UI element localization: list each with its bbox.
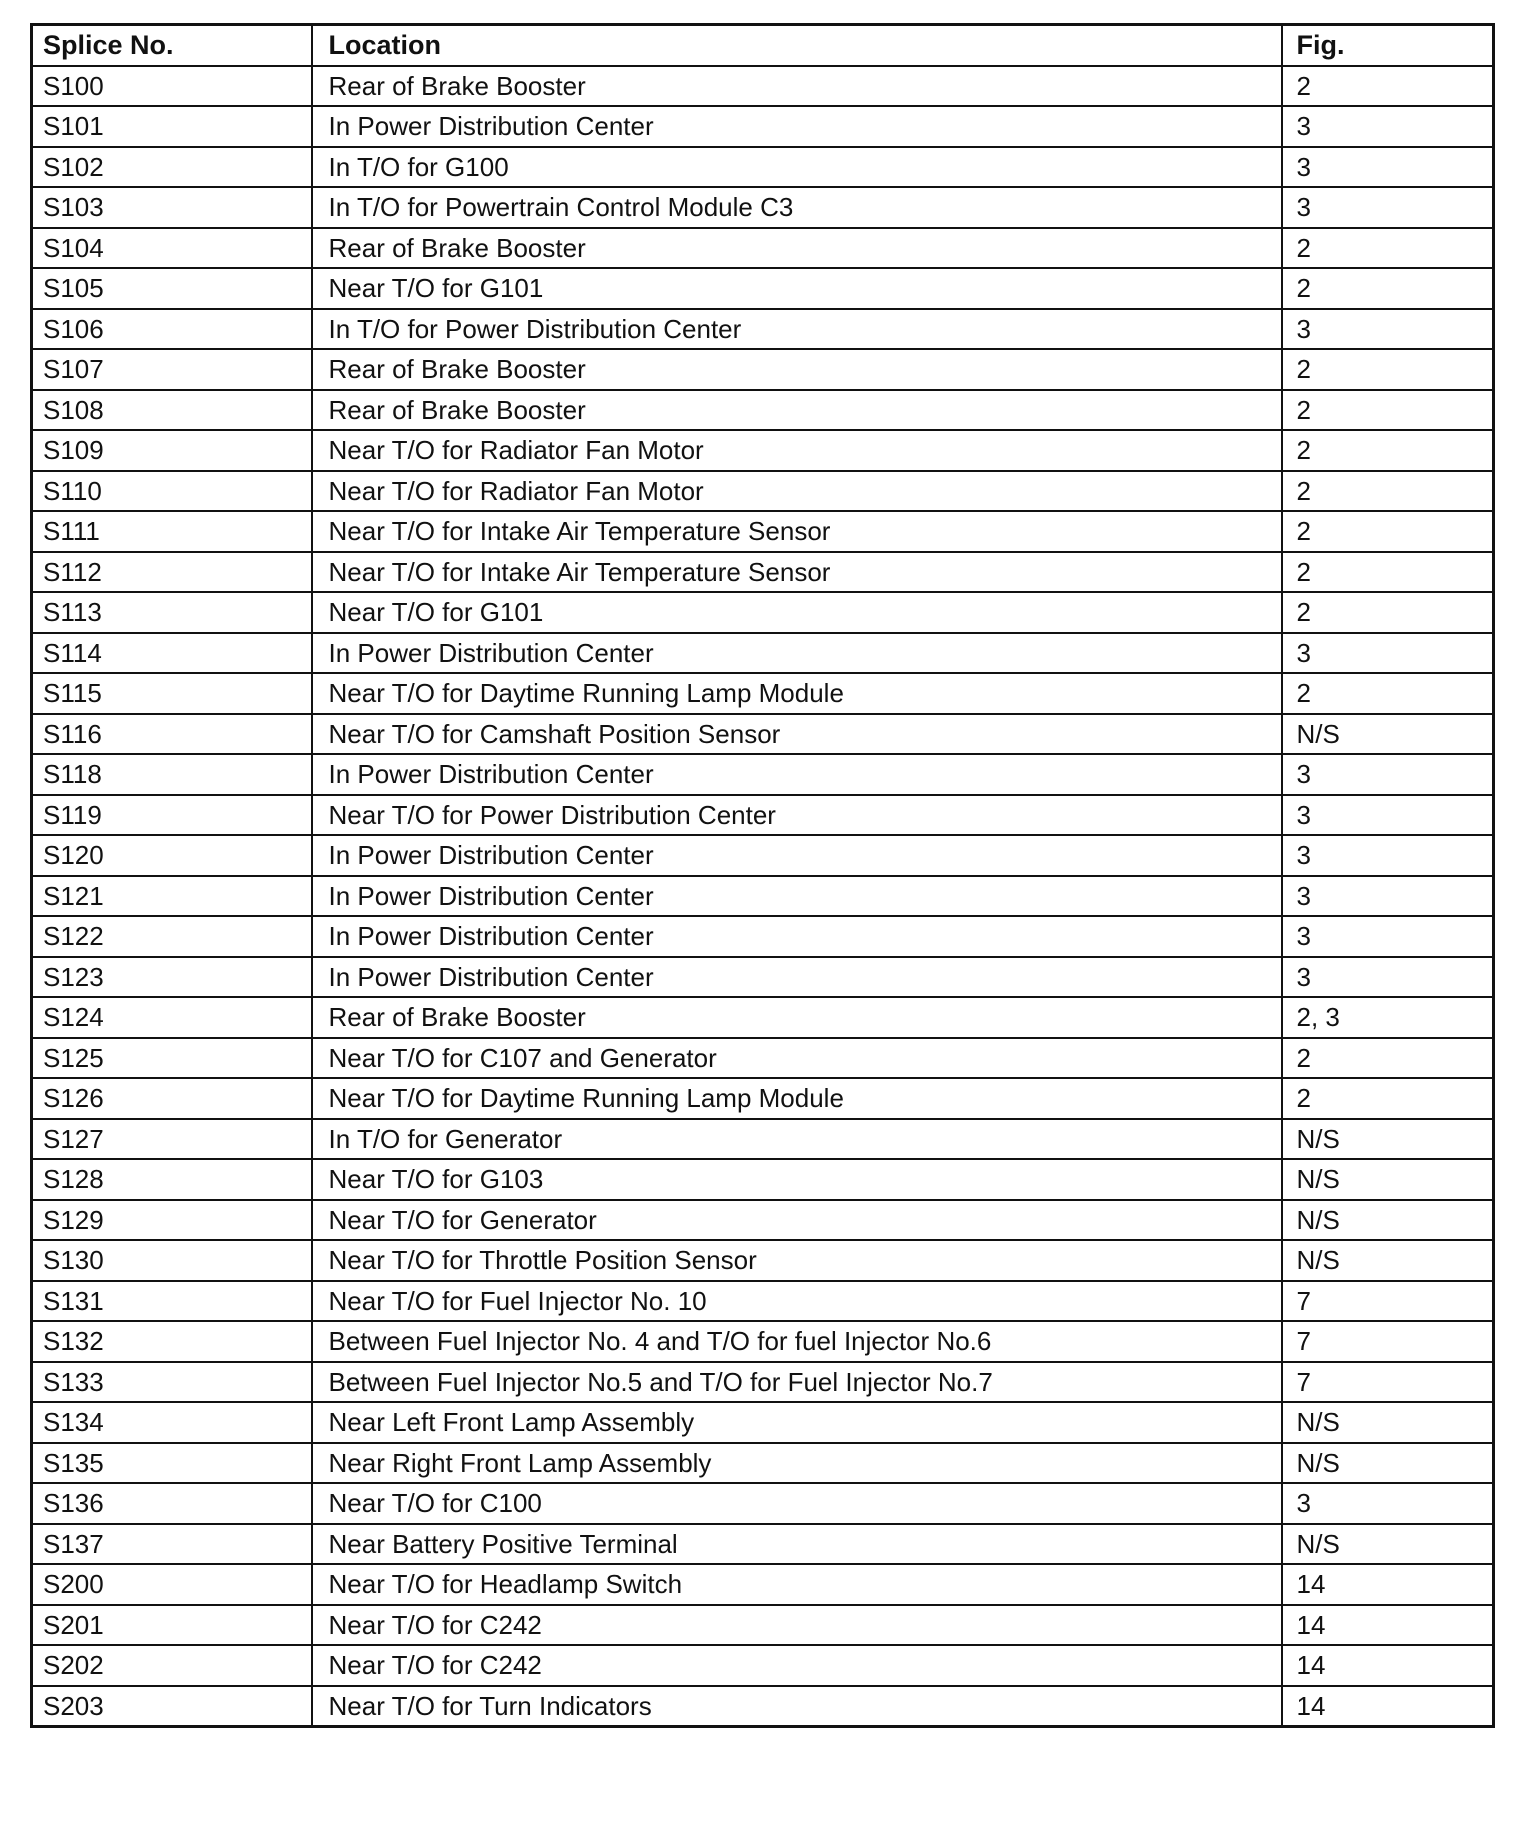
fig-cell: 3 [1282, 957, 1494, 998]
header-row [32, 25, 1494, 66]
fig-cell: 3 [1282, 147, 1494, 188]
table-row [32, 309, 1494, 350]
table-row [32, 997, 1494, 1038]
table-row [32, 349, 1494, 390]
table-row [32, 1443, 1494, 1484]
fig-cell: 7 [1282, 1281, 1494, 1322]
location-cell: Near T/O for Camshaft Position Sensor [312, 714, 1282, 755]
fig-cell: 2 [1282, 228, 1494, 269]
location-cell: Near T/O for C107 and Generator [312, 1038, 1282, 1079]
table-row [32, 471, 1494, 512]
location-cell: Near T/O for Power Distribution Center [312, 795, 1282, 836]
table-row [32, 1078, 1494, 1119]
location-cell: Near T/O for Headlamp Switch [312, 1564, 1282, 1605]
fig-cell: 3 [1282, 795, 1494, 836]
location-cell: Near T/O for G101 [312, 268, 1282, 309]
splice-no-cell: S110 [32, 471, 312, 512]
fig-cell: N/S [1282, 714, 1494, 755]
location-cell: Rear of Brake Booster [312, 349, 1282, 390]
table-row [32, 795, 1494, 836]
table-row [32, 1645, 1494, 1686]
location-cell: Rear of Brake Booster [312, 390, 1282, 431]
location-cell: Near Right Front Lamp Assembly [312, 1443, 1282, 1484]
location-cell: In Power Distribution Center [312, 106, 1282, 147]
table-row [32, 187, 1494, 228]
table-row [32, 511, 1494, 552]
fig-cell: N/S [1282, 1119, 1494, 1160]
fig-cell: 3 [1282, 1483, 1494, 1524]
splice-no-cell: S101 [32, 106, 312, 147]
splice-no-cell: S115 [32, 673, 312, 714]
splice-no-cell: S135 [32, 1443, 312, 1484]
location-cell: Near T/O for Throttle Position Sensor [312, 1240, 1282, 1281]
fig-cell: 7 [1282, 1321, 1494, 1362]
splice-no-cell: S119 [32, 795, 312, 836]
fig-cell: 3 [1282, 633, 1494, 674]
header-splice-no: Splice No. [32, 25, 312, 66]
splice-no-cell: S118 [32, 754, 312, 795]
splice-no-cell: S136 [32, 1483, 312, 1524]
splice-no-cell: S132 [32, 1321, 312, 1362]
splice-no-cell: S126 [32, 1078, 312, 1119]
location-cell: Near T/O for C242 [312, 1645, 1282, 1686]
table-row [32, 228, 1494, 269]
location-cell: In Power Distribution Center [312, 754, 1282, 795]
splice-no-cell: S103 [32, 187, 312, 228]
location-cell: In T/O for Generator [312, 1119, 1282, 1160]
splice-no-cell: S112 [32, 552, 312, 593]
splice-no-cell: S203 [32, 1686, 312, 1727]
fig-cell: N/S [1282, 1443, 1494, 1484]
fig-cell: N/S [1282, 1524, 1494, 1565]
location-cell: Near T/O for G101 [312, 592, 1282, 633]
splice-no-cell: S200 [32, 1564, 312, 1605]
fig-cell: 14 [1282, 1686, 1494, 1727]
fig-cell: 2 [1282, 552, 1494, 593]
table-row [32, 714, 1494, 755]
table-row [32, 1038, 1494, 1079]
fig-cell: 2 [1282, 592, 1494, 633]
fig-cell: N/S [1282, 1240, 1494, 1281]
location-cell: In T/O for Powertrain Control Module C3 [312, 187, 1282, 228]
location-cell: In Power Distribution Center [312, 916, 1282, 957]
location-cell: Near T/O for Intake Air Temperature Sensor [312, 552, 1282, 593]
splice-no-cell: S128 [32, 1159, 312, 1200]
location-cell: Between Fuel Injector No.5 and T/O for Fuel Injector No.7 [312, 1362, 1282, 1403]
splice-no-cell: S116 [32, 714, 312, 755]
location-cell: In T/O for G100 [312, 147, 1282, 188]
location-cell: In Power Distribution Center [312, 876, 1282, 917]
splice-no-cell: S105 [32, 268, 312, 309]
location-cell: Rear of Brake Booster [312, 997, 1282, 1038]
location-cell: Near T/O for Daytime Running Lamp Module [312, 673, 1282, 714]
splice-no-cell: S107 [32, 349, 312, 390]
fig-cell: 2 [1282, 471, 1494, 512]
splice-no-cell: S133 [32, 1362, 312, 1403]
table-row [32, 1281, 1494, 1322]
table-row [32, 1605, 1494, 1646]
table-row [32, 916, 1494, 957]
table-row [32, 592, 1494, 633]
table-row [32, 1200, 1494, 1241]
splice-no-cell: S111 [32, 511, 312, 552]
table-row [32, 268, 1494, 309]
location-cell: Near T/O for Daytime Running Lamp Module [312, 1078, 1282, 1119]
location-cell: Rear of Brake Booster [312, 66, 1282, 107]
splice-no-cell: S121 [32, 876, 312, 917]
table-row [32, 673, 1494, 714]
location-cell: Near T/O for Radiator Fan Motor [312, 430, 1282, 471]
splice-no-cell: S201 [32, 1605, 312, 1646]
splice-no-cell: S124 [32, 997, 312, 1038]
location-cell: Near T/O for Fuel Injector No. 10 [312, 1281, 1282, 1322]
fig-cell: 14 [1282, 1564, 1494, 1605]
splice-no-cell: S114 [32, 633, 312, 674]
table-row [32, 1119, 1494, 1160]
fig-cell: 2, 3 [1282, 997, 1494, 1038]
location-cell: Near T/O for Radiator Fan Motor [312, 471, 1282, 512]
fig-cell: 2 [1282, 66, 1494, 107]
splice-no-cell: S102 [32, 147, 312, 188]
splice-no-cell: S130 [32, 1240, 312, 1281]
splice-no-cell: S134 [32, 1402, 312, 1443]
table-row [32, 1321, 1494, 1362]
fig-cell: 3 [1282, 106, 1494, 147]
fig-cell: N/S [1282, 1402, 1494, 1443]
splice-no-cell: S108 [32, 390, 312, 431]
table-row [32, 1402, 1494, 1443]
fig-cell: 14 [1282, 1605, 1494, 1646]
splice-no-cell: S106 [32, 309, 312, 350]
table-row [32, 430, 1494, 471]
table-row [32, 1159, 1494, 1200]
splice-no-cell: S113 [32, 592, 312, 633]
splice-no-cell: S122 [32, 916, 312, 957]
location-cell: Near T/O for C100 [312, 1483, 1282, 1524]
fig-cell: 3 [1282, 754, 1494, 795]
location-cell: Near Left Front Lamp Assembly [312, 1402, 1282, 1443]
table-row [32, 106, 1494, 147]
location-cell: In Power Distribution Center [312, 957, 1282, 998]
fig-cell: N/S [1282, 1200, 1494, 1241]
table-row [32, 1483, 1494, 1524]
location-cell: Rear of Brake Booster [312, 228, 1282, 269]
splice-no-cell: S131 [32, 1281, 312, 1322]
splice-no-cell: S202 [32, 1645, 312, 1686]
fig-cell: 3 [1282, 876, 1494, 917]
fig-cell: 2 [1282, 673, 1494, 714]
fig-cell: 2 [1282, 390, 1494, 431]
location-cell: Near T/O for Generator [312, 1200, 1282, 1241]
table-row [32, 147, 1494, 188]
table-row [32, 66, 1494, 107]
splice-no-cell: S100 [32, 66, 312, 107]
splice-no-cell: S125 [32, 1038, 312, 1079]
table-row [32, 1686, 1494, 1727]
table-row [32, 390, 1494, 431]
splice-location-table [30, 23, 1495, 1728]
table-row [32, 1524, 1494, 1565]
fig-cell: 2 [1282, 1078, 1494, 1119]
location-cell: Near Battery Positive Terminal [312, 1524, 1282, 1565]
location-cell: Near T/O for Turn Indicators [312, 1686, 1282, 1727]
location-cell: Between Fuel Injector No. 4 and T/O for fuel Injector No.6 [312, 1321, 1282, 1362]
splice-no-cell: S127 [32, 1119, 312, 1160]
fig-cell: 3 [1282, 309, 1494, 350]
location-cell: Near T/O for C242 [312, 1605, 1282, 1646]
fig-cell: 14 [1282, 1645, 1494, 1686]
splice-no-cell: S123 [32, 957, 312, 998]
table-row [32, 754, 1494, 795]
table-row [32, 957, 1494, 998]
table-row [32, 552, 1494, 593]
fig-cell: N/S [1282, 1159, 1494, 1200]
table-row [32, 633, 1494, 674]
table-row [32, 1362, 1494, 1403]
location-cell: In Power Distribution Center [312, 835, 1282, 876]
location-cell: In T/O for Power Distribution Center [312, 309, 1282, 350]
header-location: Location [312, 25, 1282, 66]
location-cell: In Power Distribution Center [312, 633, 1282, 674]
splice-no-cell: S104 [32, 228, 312, 269]
fig-cell: 7 [1282, 1362, 1494, 1403]
fig-cell: 2 [1282, 1038, 1494, 1079]
table-header [32, 25, 1494, 66]
splice-no-cell: S120 [32, 835, 312, 876]
fig-cell: 2 [1282, 268, 1494, 309]
splice-no-cell: S137 [32, 1524, 312, 1565]
location-cell: Near T/O for Intake Air Temperature Sensor [312, 511, 1282, 552]
fig-cell: 3 [1282, 835, 1494, 876]
splice-no-cell: S109 [32, 430, 312, 471]
location-cell: Near T/O for G103 [312, 1159, 1282, 1200]
splice-no-cell: S129 [32, 1200, 312, 1241]
table-row [32, 1240, 1494, 1281]
table-row [32, 876, 1494, 917]
table-row [32, 835, 1494, 876]
fig-cell: 3 [1282, 187, 1494, 228]
table-body [32, 66, 1494, 1727]
fig-cell: 2 [1282, 349, 1494, 390]
fig-cell: 3 [1282, 916, 1494, 957]
table-row [32, 1564, 1494, 1605]
header-fig: Fig. [1282, 25, 1494, 66]
fig-cell: 2 [1282, 511, 1494, 552]
fig-cell: 2 [1282, 430, 1494, 471]
